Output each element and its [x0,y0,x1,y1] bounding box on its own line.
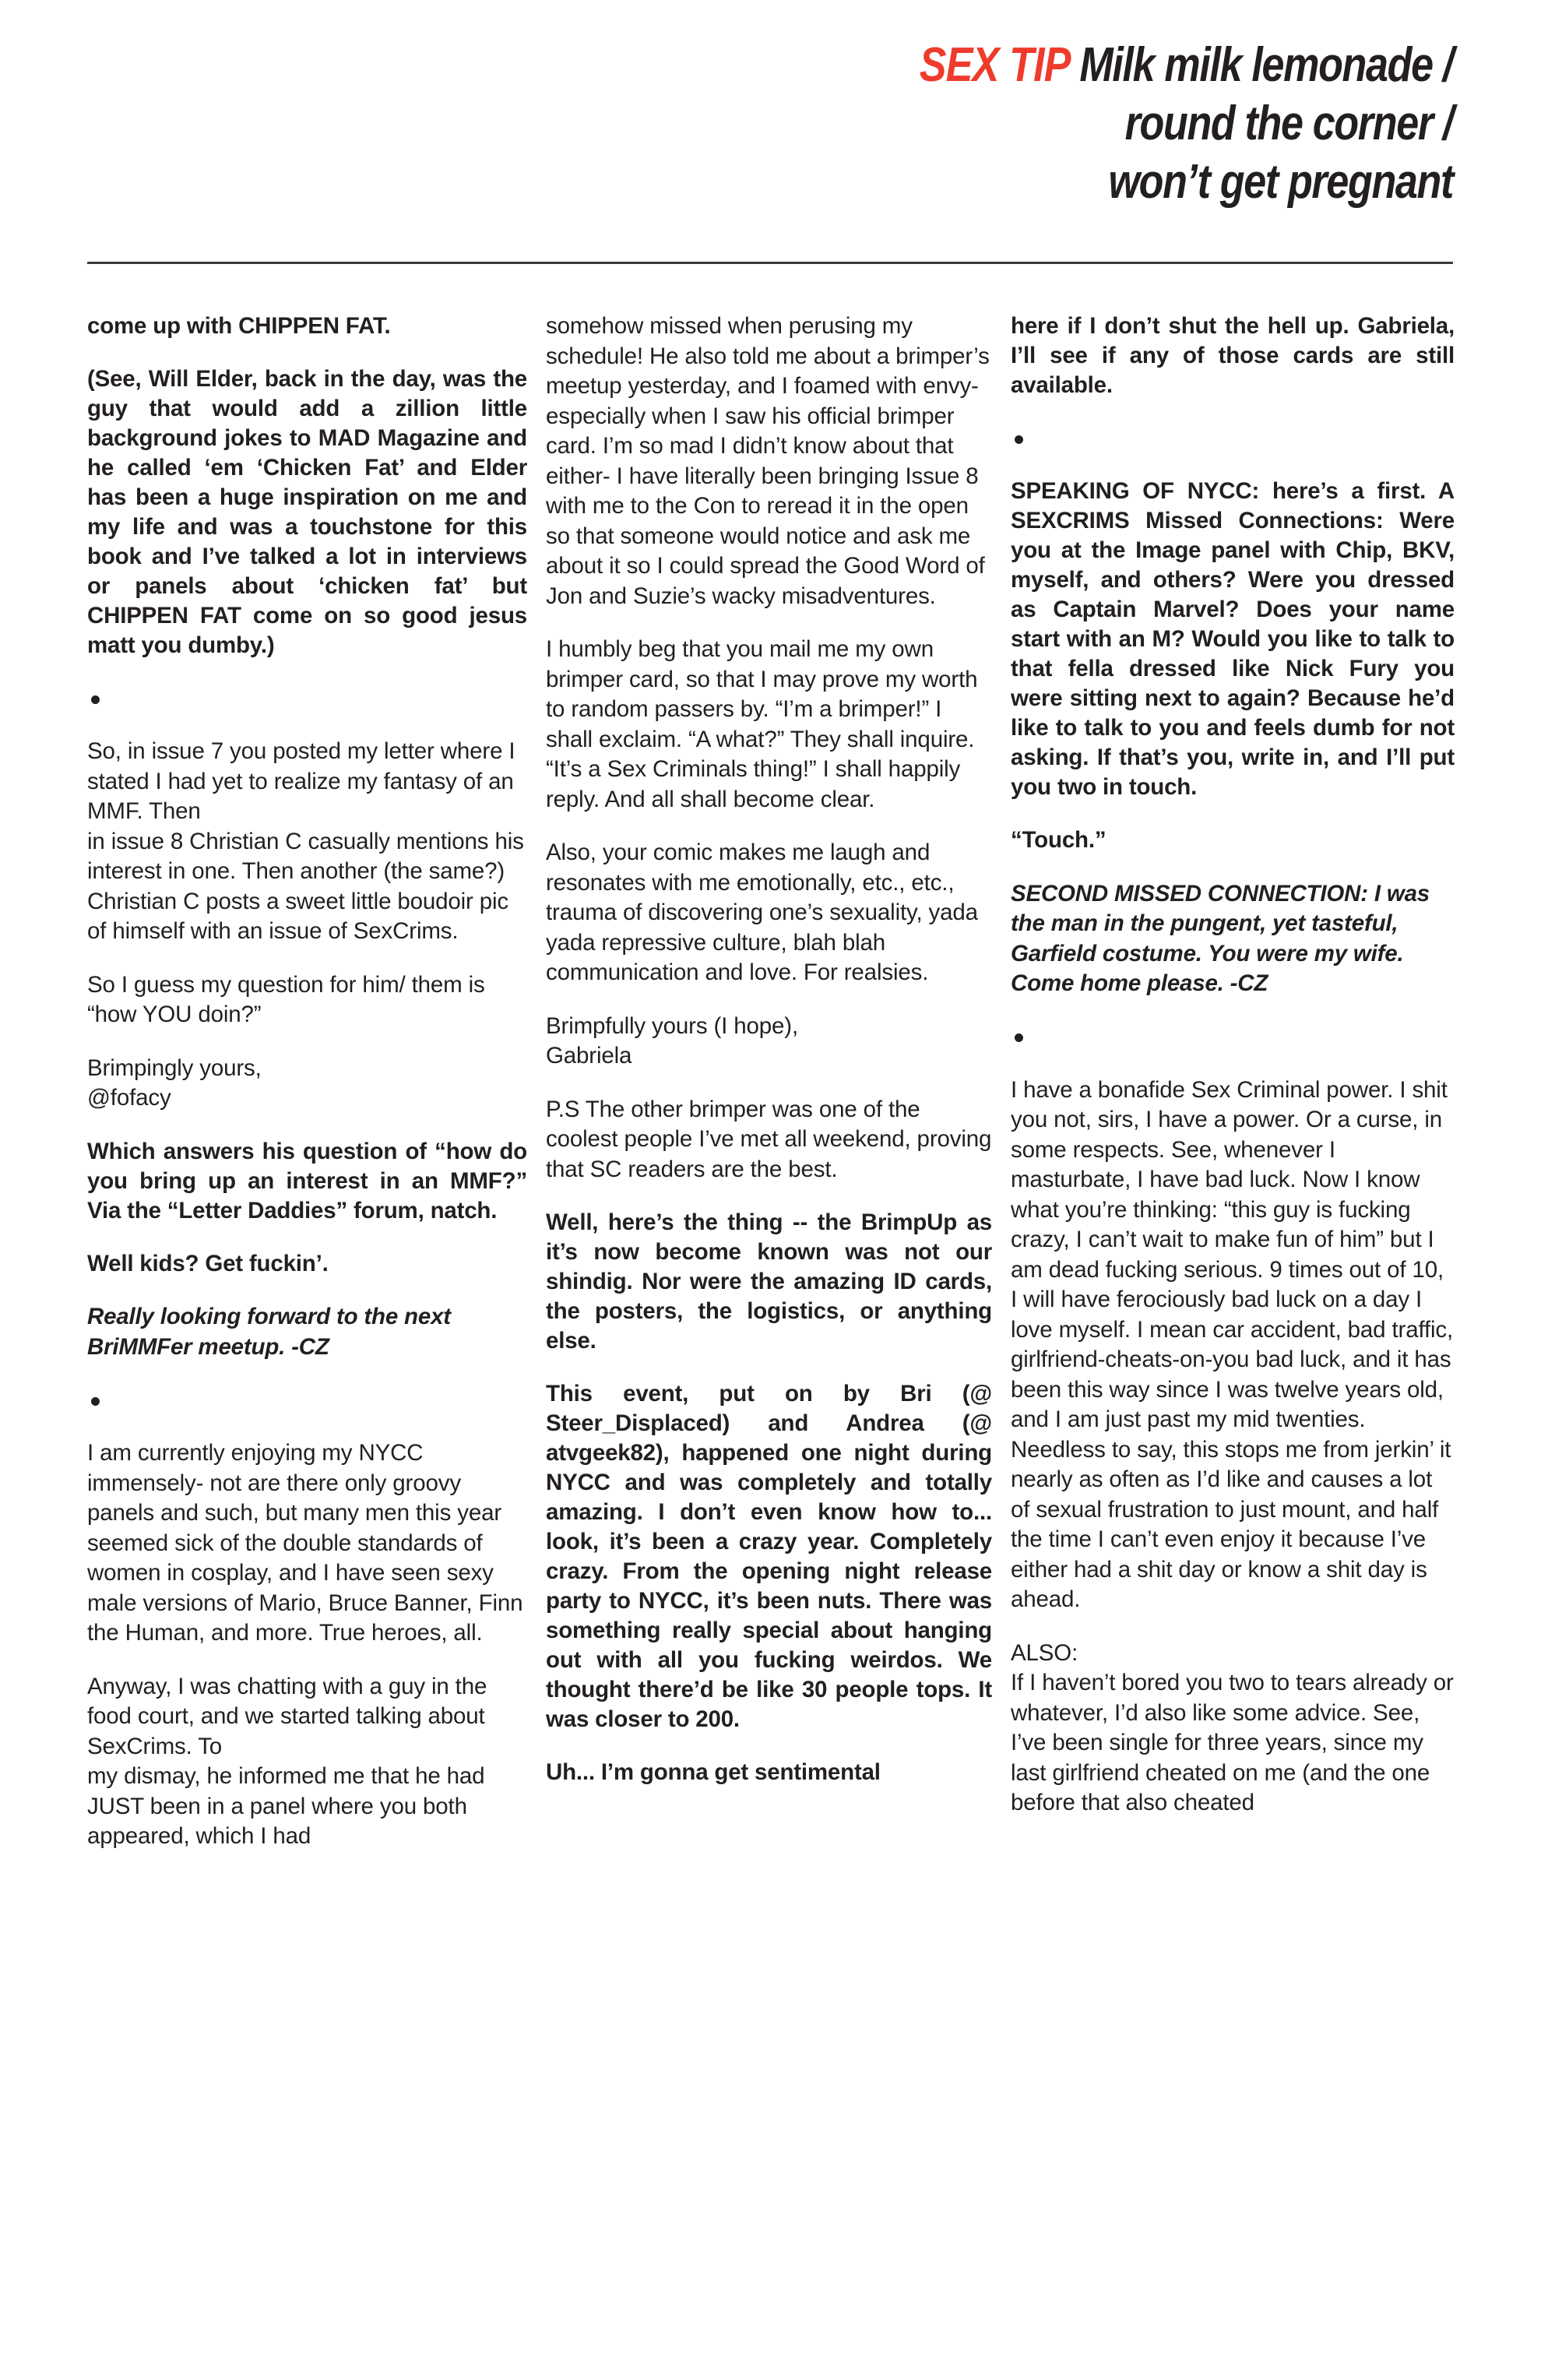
letter-paragraph: I humbly beg that you mail me my own brimper card, so that I may prove my worth to random passers by. “I’m a brimper!” I shall exclaim. “A what?” They shall inquire. “It’s a Sex Criminals thing!” I shall happily reply. And all shall become clear. [546,636,978,812]
masthead-text-2: round the corner / [1124,97,1453,151]
sex-tip-kicker: SEX TIP [919,38,1071,92]
masthead-line-2 [304,94,1453,153]
letter-paragraph: “Touch.” [1011,827,1106,853]
letter-paragraph: come up with CHIPPEN FAT. [87,313,391,339]
masthead-line-3 [304,153,1453,211]
letter-paragraph: Well kids? Get fuckin’. [87,1250,329,1276]
column-3 [1011,312,1455,1875]
letter-paragraph: Which answers his question of “how do you bring up an interest in an MMF?” Via the “Letter Daddies” forum, natch. [87,1138,527,1223]
masthead-line-1 [304,36,1453,94]
letter-paragraph: This event, put on by Bri (@ Steer_Displaced) and Andrea (@ atvgeek82), happened one night during NYCC and was completely and totally amazing. I don’t even know how to... look, it’s been a crazy year. Completely crazy. From the opening night release party to NYCC, it’s been nuts. There was something really special about hanging out with all you fucking weirdos. We thought there’d be like 30 people tops. It was closer to 200. [546,1381,992,1732]
bullet-separator [87,684,527,713]
masthead-text-3: won’t get pregnant [1108,155,1453,209]
column-2 [546,312,992,1875]
letter-paragraph: Well, here’s the thing -- the BrimpUp as it’s now become known was not our shindig. Nor were the amazing ID cards, the posters, the logistics, or anything else. [546,1209,992,1354]
bullet-dot-icon [91,1397,100,1406]
letter-paragraph: somehow missed when perusing my schedule! He also told me about a brimper’s meetup yesterday, and I foamed with envy- especially when I saw his official brimper card. I’m so mad I didn’t know about that either- I have literally been bringing Issue 8 with me to the Con to reread it in the open so that someone would notice and ask me about it so I could spread the Good Word of Jon and Suzie’s wacky misadventures. [546,313,990,609]
bullet-separator [87,1385,527,1415]
masthead-text-1: Milk milk lemonade / [1079,38,1453,92]
letter-paragraph: Also, your comic makes me laugh and resonates with me emotionally, etc., etc., trauma of discovering one’s sexuality, yada yada repressive culture, blah blah communication and love. For realsies. [546,840,978,985]
letter-paragraph: Uh... I’m gonna get sentimental [546,1759,881,1785]
page-masthead [86,36,1453,211]
letter-paragraph: I am currently enjoying my NYCC immensely- not are there only groovy panels and such, but many men this year seemed sick of the double standards of women in cosplay, and I have seen sexy male versions of Mario, Bruce Banner, Finn the Human, and more. True heroes, all. [87,1440,523,1646]
letter-paragraph: I have a bonafide Sex Criminal power. I shit you not, sirs, I have a power. Or a curse, in some respects. See, whenever I masturbate, I have bad luck. Now I know what you’re thinking: “this guy is fucking crazy, I can’t wait to make fun of him” but I am dead fucking serious. 9 times out of 10, I will have ferociously bad luck on a day I love myself. I mean car accident, bad traffic, girlfriend-cheats-on-you bad luck, and it has been this way since I was twelve years old, and I am just past my mid twenties. Needless to say, this stops me from jerkin’ it nearly as often as I’d like and causes a lot of sexual frustration to just mount, and half the time I can’t even enjoy it because I’ve either had a shit day or know a shit day is ahead. [1011,1076,1454,1612]
bullet-separator [1011,424,1455,453]
letter-paragraph: here if I don’t shut the hell up. Gabriela, I’ll see if any of those cards are still available. [1011,313,1455,398]
letter-paragraph: Brimpingly yours, @fofacy [87,1054,262,1111]
bullet-separator [1011,1023,1455,1052]
bullet-dot-icon [1015,435,1023,444]
letter-paragraph: (See, Will Elder, back in the day, was the guy that would add a zillion little background jokes to MAD Magazine and he called ‘em ‘Chicken Fat’ and Elder has been a huge inspiration on me and my life and was a touchstone for this book and I’ve talked a lot in interviews or panels about ‘chicken fat’ but CHIPPEN FAT come on so good jesus matt you dumby.) [87,366,527,658]
header-divider [87,262,1453,264]
column-1 [87,312,527,1875]
letter-paragraph: Anyway, I was chatting with a guy in the food court, and we started talking about SexCrims. To my dismay, he informed me that he had JUST been in a panel where you both appeared, which I had [87,1673,487,1849]
letter-paragraph: P.S The other brimper was one of the coolest people I’ve met all weekend, proving that SC readers are the best. [546,1096,992,1182]
letter-paragraph: Really looking forward to the next BriMMFer meetup. -CZ [87,1304,451,1360]
letters-columns [87,312,1461,1875]
bullet-dot-icon [1015,1033,1023,1042]
letter-paragraph: Brimpfully yours (I hope), Gabriela [546,1012,798,1069]
letter-paragraph: So, in issue 7 you posted my letter where I stated I had yet to realize my fantasy of an MMF. Then in issue 8 Christian C casually mentions his interest in one. Then another (the same?) Christian C posts a sweet little boudoir pic of himself with an issue of SexCrims. [87,738,524,944]
letter-paragraph: So I guess my question for him/ them is “how YOU doin?” [87,971,485,1027]
letter-paragraph: SPEAKING OF NYCC: here’s a first. A SEXCRIMS Missed Connections: Were you at the Image panel with Chip, BKV, myself, and others? Were you dressed as Captain Marvel? Does your name start with an M? Would you like to talk to that fella dressed like Nick Fury you were sitting next to again? Because he’d like to talk to you and feels dumb for not asking. If that’s you, write in, and I’ll put you two in touch. [1011,478,1455,800]
letter-paragraph: ALSO: If I haven’t bored you two to tears already or whatever, I’d also like some advice. See, I’ve been single for three years, since my last girlfriend cheated on me (and the one before that also cheated [1011,1639,1454,1815]
letter-paragraph: SECOND MISSED CONNECTION: I was the man in the pungent, yet tasteful, Garfield costume. You were my wife. Come home please. -CZ [1011,880,1430,996]
bullet-dot-icon [91,695,100,704]
